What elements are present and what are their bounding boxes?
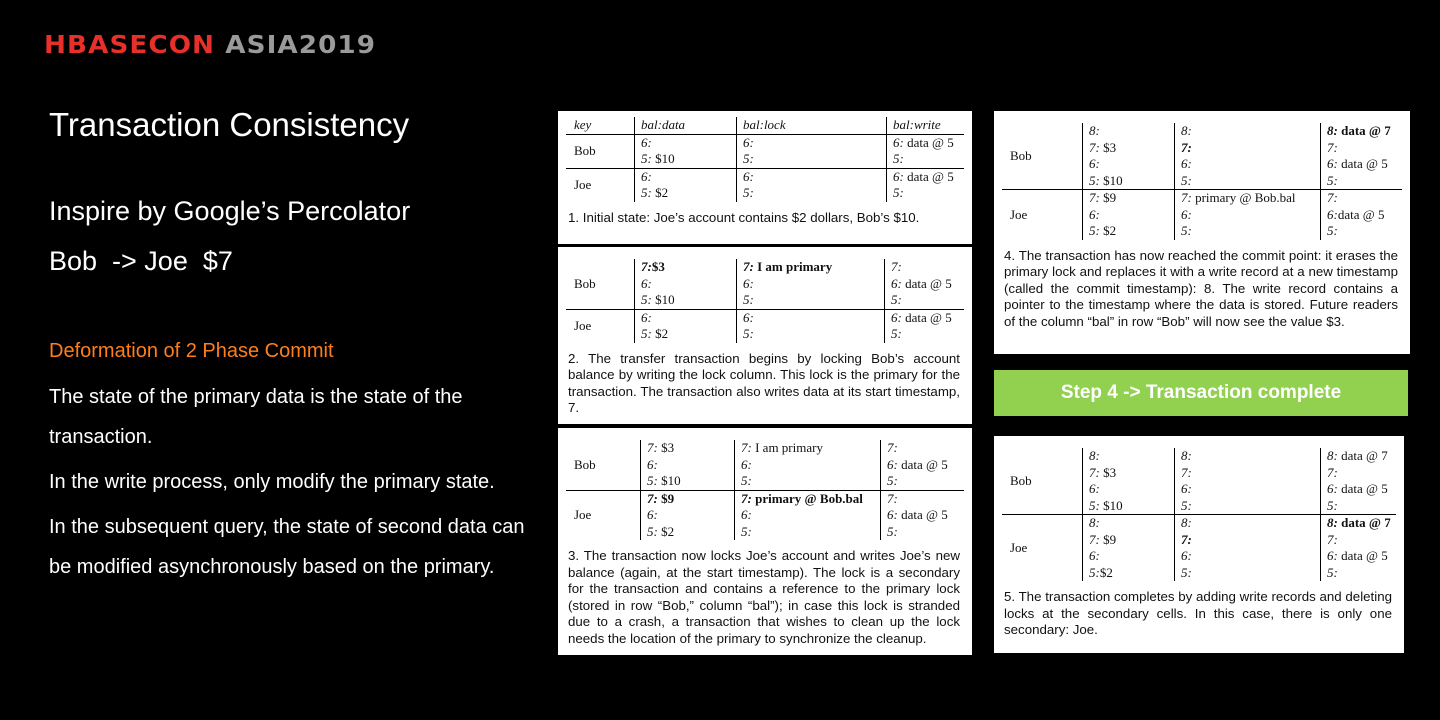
value: data @ 7 [1337,515,1391,530]
version-line [891,326,964,343]
step-caption: 3. The transaction now locks Joe’s account and writes Joe’s new balance (again, at the start timestamp). The lock is a secondary for the transaction and contains a reference to the primary lock (stored in row “Bob,” column “bal”); in case this lock is stranded due to a crash, a transaction that wishes to clean up the lock needs the location of the primary to synchronize the cleanup. [568,548,960,646]
timestamp: 7: [891,259,902,274]
timestamp: 5: [741,473,752,488]
version-line [891,276,964,293]
version-line [1089,207,1174,224]
logo-part2: ASIA2019 [225,30,377,59]
timestamp: 7: [1181,190,1192,205]
version-line [1181,565,1320,582]
timestamp: 5: [1181,564,1192,580]
timestamp: 5: [1327,497,1338,513]
value: $3 [1099,464,1117,480]
version-cell [880,491,964,541]
timestamp: 7: [641,259,652,274]
table-row [566,440,964,491]
version-line [743,169,886,186]
version-line [1327,156,1402,173]
timestamp: 8: [1089,123,1100,138]
step-4-panel [994,111,1410,354]
version-line [887,440,964,457]
version-line [743,151,886,168]
step-caption: 5. The transaction completes by adding write records and deleting locks at the secondary cells. In this case, there is only one secondary: Joe. [1004,589,1392,637]
timestamp: 5: [887,473,898,488]
value: primary @ Bob.bal [1191,190,1296,205]
timestamp: 6: [743,309,754,325]
timestamp: 5: [891,326,902,341]
version-cell [1082,448,1174,514]
step-caption: 4. The transaction has now reached the commit point: it erases the primary lock and replaces it with a write record at a new timestamp (called the commit timestamp): 8. The write record contains a pointer to the timestamp where the data is stored. Future readers of the column “bal” in row “Bob” will now see the value $3. [1004,247,1398,329]
timestamp: 5: [743,151,754,166]
version-cell [736,169,886,202]
timestamp: 6: [743,275,754,291]
value: data @ 7 [1337,123,1391,138]
version-cell [1320,515,1396,581]
timestamp: 6: [1327,156,1338,171]
value: $3 [1099,139,1117,155]
section-heading: Deformation of 2 Phase Commit [49,340,334,362]
timestamp: 5: [1089,223,1100,238]
version-cell [1082,123,1174,189]
subtitle-percolator: Inspire by Google’s Percolator [49,196,411,226]
body-paragraph: The state of the primary data is the state of the transaction. [49,386,463,448]
table-row [566,259,964,310]
value: $9 [1099,531,1117,547]
timestamp: 8: [1181,123,1192,138]
row-key: Joe [1010,206,1028,222]
version-cell [640,491,734,541]
timestamp: 7: [1327,139,1338,155]
version-line [1089,190,1174,207]
version-line [743,326,884,343]
version-line [1089,532,1174,549]
version-line [1181,548,1320,565]
value: I am primary [751,440,823,455]
timestamp: 6: [741,507,752,522]
timestamp: 7: [743,259,754,274]
version-line [1181,190,1320,207]
version-line [647,491,734,508]
timestamp: 5: [641,151,652,166]
version-table [566,259,964,343]
timestamp: 5: [887,523,898,539]
version-line [887,491,964,508]
version-line [1327,548,1396,565]
version-line [1181,448,1320,465]
version-line [1181,173,1320,190]
value: data @ 5 [1337,548,1388,563]
timestamp: 7: [1089,139,1100,155]
timestamp: 6: [1181,206,1192,222]
timestamp: 8: [1327,515,1338,530]
body-text [49,377,549,592]
value: $2 [1099,223,1117,238]
row-key: Bob [574,456,596,472]
version-line [1327,448,1396,465]
version-line [641,310,736,327]
timestamp: 6: [641,309,652,325]
step-4-complete-banner: Step 4 -> Transaction complete [994,370,1408,416]
timestamp: 5: [647,523,658,539]
version-cell [634,169,736,202]
version-cell [734,491,880,541]
version-line [1181,207,1320,224]
timestamp: 8: [1181,448,1192,463]
value: data @ 5 [901,309,952,325]
version-line [641,135,736,152]
column-header: bal:lock [736,117,886,134]
version-table [1002,123,1402,240]
timestamp: 6: [1181,548,1192,563]
body-paragraph: In the subsequent query, the state of second data can be modified asynchronously based on the primary. [49,516,525,578]
version-line [641,259,736,276]
version-cell [886,135,964,168]
version-line [641,185,736,202]
row-key: Bob [1010,472,1032,488]
version-line [1181,498,1320,515]
timestamp: 5: [1089,497,1100,513]
timestamp: 7: [741,440,752,455]
timestamp: 5: [1181,172,1192,188]
timestamp: 6: [1327,548,1338,563]
version-table [1002,448,1396,581]
version-line [1181,481,1320,498]
version-line [1327,207,1402,224]
value: data @ 5 [901,275,952,291]
timestamp: 5: [641,292,652,307]
value: $9 [1099,190,1117,205]
row-key: Joe [574,317,592,333]
value: $10 [651,292,675,307]
table-row [1002,515,1396,581]
version-line [641,276,736,293]
version-line [1327,140,1402,157]
version-cell [734,440,880,490]
timestamp: 6: [1089,548,1100,563]
timestamp: 7: [887,440,898,455]
version-line [1327,532,1396,549]
timestamp: 5: [743,292,754,307]
timestamp: 7: [741,490,752,506]
timestamp: 5: [743,185,754,200]
timestamp: 7: [1089,190,1100,205]
step-caption: 1. Initial state: Joe’s account contains $2 dollars, Bob’s $10. [568,209,920,225]
version-line [641,326,736,343]
table-header [566,117,964,135]
version-line [1181,223,1320,240]
timestamp: 5: [893,185,904,200]
hbasecon-logo [44,30,376,59]
timestamp: 6: [1089,156,1100,171]
table-row [1002,448,1396,515]
timestamp: 7: [1181,139,1192,155]
step-2-panel [558,247,972,424]
timestamp: 5: [641,326,652,341]
timestamp: 6: [893,168,904,184]
timestamp: 7: [647,440,658,455]
timestamp: 7: [1327,464,1338,480]
timestamp: 7: [1181,464,1192,480]
version-cell [884,259,964,309]
version-line [887,524,964,541]
value: $3 [651,259,665,274]
value: $2 [651,326,669,341]
timestamp: 7: [647,490,658,506]
version-line [1327,173,1402,190]
timestamp: 8: [1327,123,1338,138]
version-line [741,507,880,524]
column-header: key [574,117,592,132]
version-line [1089,481,1174,498]
timestamp: 7: [1181,531,1192,547]
version-line [1089,548,1174,565]
version-line [743,276,884,293]
timestamp: 6: [647,456,658,472]
row-key: Joe [574,176,592,192]
version-cell [634,259,736,309]
version-cell [634,310,736,343]
version-cell [736,135,886,168]
timestamp: 5: [647,473,658,488]
version-line [893,135,964,152]
version-cell [1174,515,1320,581]
timestamp: 6: [1327,206,1338,222]
version-line [893,151,964,168]
timestamp: 6: [887,456,898,472]
version-line [891,310,964,327]
timestamp: 7: [887,490,898,506]
timestamp: 5: [1181,223,1192,238]
version-line [1327,190,1402,207]
value: $2 [657,523,675,539]
value: data @ 5 [897,456,948,472]
version-line [743,259,884,276]
version-cell [884,310,964,343]
value: $2 [651,185,669,200]
timestamp: 6: [1181,481,1192,496]
table-row [566,491,964,541]
timestamp: 6: [1327,481,1338,496]
timestamp: 5: [893,151,904,166]
version-cell [880,440,964,490]
value: $10 [657,473,681,488]
version-line [1089,465,1174,482]
version-line [741,457,880,474]
version-line [741,473,880,490]
version-line [1089,498,1174,515]
version-table [566,117,964,202]
table-row [1002,123,1402,190]
timestamp: 8: [1327,448,1338,463]
row-key: Joe [574,507,592,522]
version-cell [1082,190,1174,240]
version-line [1327,223,1402,240]
version-line [1089,156,1174,173]
slide-title: Transaction Consistency [49,106,410,143]
timestamp: 6: [1181,156,1192,171]
timestamp: 5: [1181,497,1192,513]
version-line [1181,465,1320,482]
version-cell [1320,190,1402,240]
row-key: Joe [1010,539,1028,555]
timestamp: 8: [1089,515,1100,530]
version-line [887,473,964,490]
subtitle-transfer: Bob -> Joe $7 [49,246,233,276]
timestamp: 6: [641,168,652,184]
timestamp: 6: [893,134,904,150]
version-cell [1320,123,1402,189]
version-line [743,310,884,327]
version-line [1089,140,1174,157]
value: data @ 7 [1337,448,1388,463]
value: data @ 5 [1337,206,1385,222]
timestamp: 7: [1089,464,1100,480]
version-cell [1174,190,1320,240]
timestamp: 6: [641,134,652,150]
timestamp: 7: [1089,531,1100,547]
timestamp: 5: [743,326,754,341]
version-line [647,524,734,541]
version-line [891,259,964,276]
value: data @ 5 [897,507,948,522]
timestamp: 8: [1089,448,1100,463]
version-line [647,473,734,490]
version-line [1327,123,1402,140]
timestamp: 5: [1089,564,1100,580]
value: data @ 5 [1337,156,1388,171]
version-line [1181,515,1320,532]
step-3-panel [558,428,972,655]
version-line [647,507,734,524]
timestamp: 5: [1327,172,1338,188]
timestamp: 6: [743,168,754,184]
version-line [1327,481,1396,498]
version-cell [736,310,884,343]
timestamp: 5: [741,523,752,539]
version-line [1181,532,1320,549]
version-line [893,169,964,186]
table-row [566,135,964,169]
value: I am primary [753,259,833,274]
version-line [647,440,734,457]
value: $10 [1099,497,1123,513]
version-line [893,185,964,202]
timestamp: 8: [1181,515,1192,530]
value: $9 [657,490,675,506]
body-paragraph: In the write process, only modify the primary state. [49,471,495,493]
version-line [1327,498,1396,515]
version-line [1181,156,1320,173]
timestamp: 7: [1327,190,1338,205]
timestamp: 6: [891,275,902,291]
value: data @ 5 [1337,481,1388,496]
version-line [891,292,964,309]
version-table [566,440,964,540]
version-line [743,135,886,152]
timestamp: 6: [641,275,652,291]
version-line [1327,515,1396,532]
version-line [743,185,886,202]
column-header: bal:data [634,117,736,134]
version-cell [736,259,884,309]
timestamp: 6: [647,507,658,522]
version-cell [634,135,736,168]
version-line [1089,515,1174,532]
timestamp: 6: [887,507,898,522]
version-line [1089,448,1174,465]
version-line [887,507,964,524]
timestamp: 5: [1089,172,1100,188]
timestamp: 5: [1327,564,1338,580]
version-line [1327,465,1396,482]
timestamp: 5: [1327,223,1338,238]
version-line [1089,223,1174,240]
version-line [741,524,880,541]
timestamp: 5: [891,292,902,307]
version-line [1089,123,1174,140]
version-cell [1174,123,1320,189]
version-line [641,169,736,186]
row-key: Bob [574,275,596,291]
value: data @ 5 [903,168,954,184]
version-line [641,151,736,168]
column-header: bal:write [886,117,964,134]
row-key: Bob [574,142,596,158]
version-cell [1174,448,1320,514]
value: $10 [1099,172,1123,188]
version-cell [1320,448,1396,514]
version-cell [886,169,964,202]
timestamp: 6: [1089,206,1100,222]
table-row [566,310,964,343]
version-line [741,491,880,508]
timestamp: 6: [891,309,902,325]
value: data @ 5 [903,134,954,150]
step-1-panel [558,111,972,244]
table-row [566,169,964,202]
version-line [1327,565,1396,582]
version-line [641,292,736,309]
timestamp: 7: [1327,531,1338,547]
table-row [1002,190,1402,240]
value: $2 [1099,564,1113,580]
version-line [741,440,880,457]
version-line [1181,140,1320,157]
version-line [647,457,734,474]
version-cell [640,440,734,490]
value: primary @ Bob.bal [751,490,863,506]
value: $10 [651,151,675,166]
version-line [743,292,884,309]
version-line [1181,123,1320,140]
logo-part1: HBASECON [44,30,216,59]
timestamp: 5: [641,185,652,200]
timestamp: 6: [1089,481,1100,496]
version-line [887,457,964,474]
timestamp: 6: [743,134,754,150]
version-line [1089,565,1174,582]
row-key: Bob [1010,147,1032,163]
step-5-panel [994,436,1404,653]
timestamp: 6: [741,456,752,472]
version-line [1089,173,1174,190]
version-cell [1082,515,1174,581]
value: $3 [657,440,675,455]
step-caption: 2. The transfer transaction begins by locking Bob’s account balance by writing the lock column. This lock is the primary for the transaction. The transaction also writes data at its start timestamp, 7. [568,350,960,415]
